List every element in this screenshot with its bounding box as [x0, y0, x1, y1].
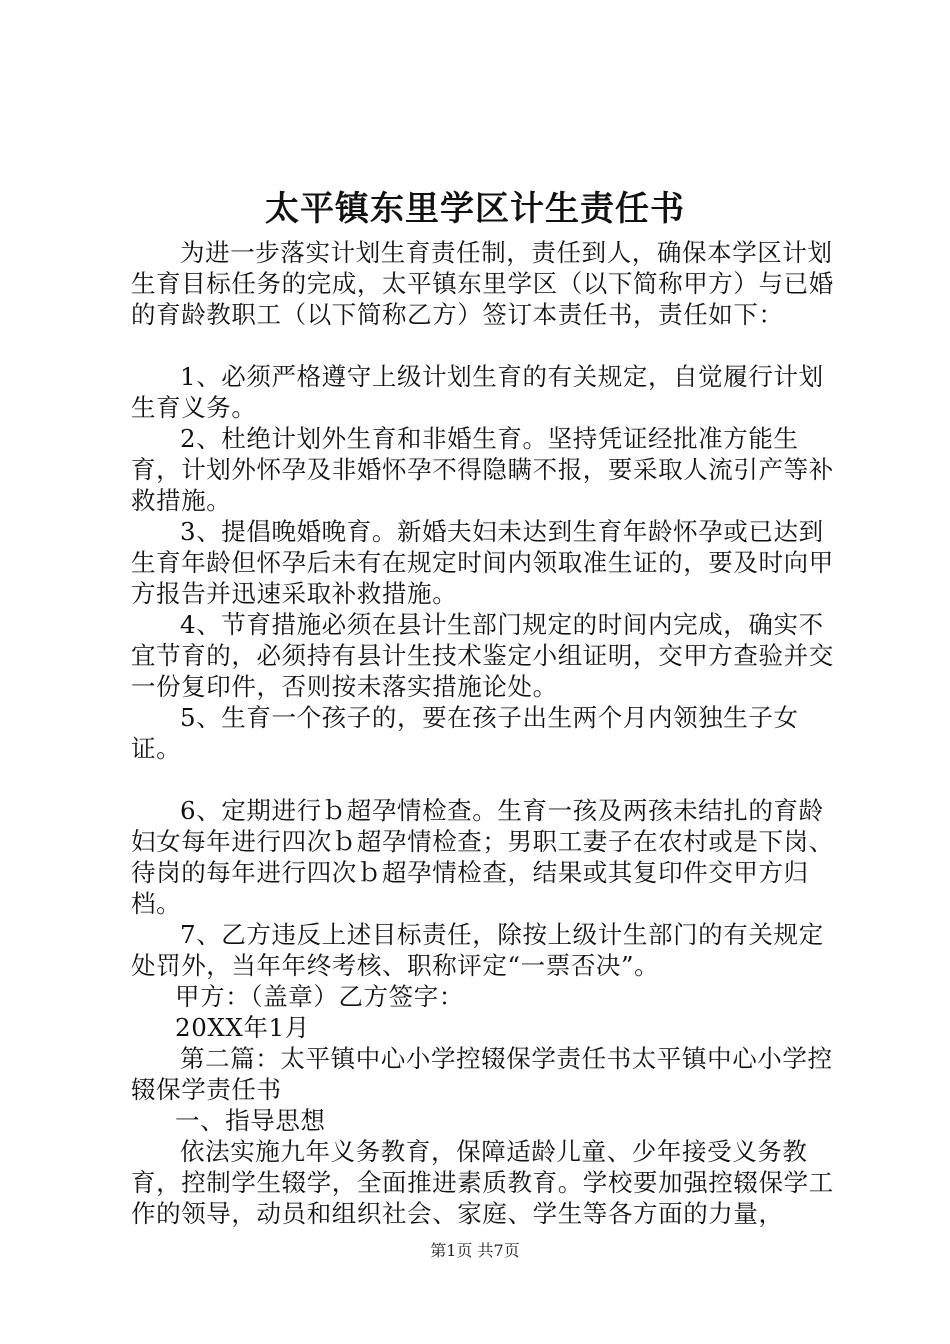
clause-6: 6、定期进行ｂ超孕情检查。生育一孩及两孩未结扎的育龄妇女每年进行四次ｂ超孕情检查；男职工妻子在农村或是下岗、待岗的每年进行四次ｂ超孕情检查，结果或其复印件交甲方归档。	[131, 796, 834, 918]
clause-7: 7、乙方违反上述目标责任，除按上级计生部门的有关规定处罚外，当年年终考核、职称评定“一票否决”。	[131, 920, 824, 980]
clause-4: 4、节育措施必须在县计生部门规定的时间内完成，确实不宜节育的，必须持有县计生技术鉴定小组证明，交甲方查验并交一份复印件，否则按未落实措施论处。	[131, 610, 834, 701]
page-footer: 第1页 共7页	[430, 1241, 520, 1260]
second-article-heading: 第二篇：太平镇中心小学控辍保学责任书太平镇中心小学控辍保学责任书	[131, 1044, 833, 1104]
section-heading-guiding-ideology: 一、指导思想	[175, 1106, 326, 1135]
date-line: 20XX年1月	[175, 1013, 310, 1042]
clause-5: 5、生育一个孩子的，要在孩子出生两个月内领独生子女证。	[131, 703, 799, 763]
clause-2: 2、杜绝计划外生育和非婚生育。坚持凭证经批准方能生育，计划外怀孕及非婚怀孕不得隐瞒不报，要采取人流引产等补救措施。	[131, 424, 834, 515]
signature-line: 甲方：（盖章）乙方签字：	[175, 982, 464, 1011]
document-title: 太平镇东里学区计生责任书	[265, 189, 685, 229]
document-body	[131, 237, 843, 1229]
clause-1: 1、必须严格遵守上级计划生育的有关规定，自觉履行计划生育义务。	[131, 362, 824, 422]
guiding-ideology-paragraph: 依法实施九年义务教育，保障适龄儿童、少年接受义务教育，控制学生辍学，全面推进素质教育。学校要加强控辍保学工作的领导，动员和组织社会、家庭、学生等各方面的力量，	[131, 1137, 834, 1228]
intro-paragraph: 为进一步落实计划生育责任制，责任到人，确保本学区计划生育目标任务的完成，太平镇东里学区（以下简称甲方）与已婚的育龄教职工（以下简称乙方）签订本责任书，责任如下：	[131, 238, 834, 329]
clause-3: 3、提倡晚婚晚育。新婚夫妇未达到生育年龄怀孕或已达到生育年龄但怀孕后未有在规定时间内领取准生证的，要及时向甲方报告并迅速采取补救措施。	[131, 517, 834, 608]
